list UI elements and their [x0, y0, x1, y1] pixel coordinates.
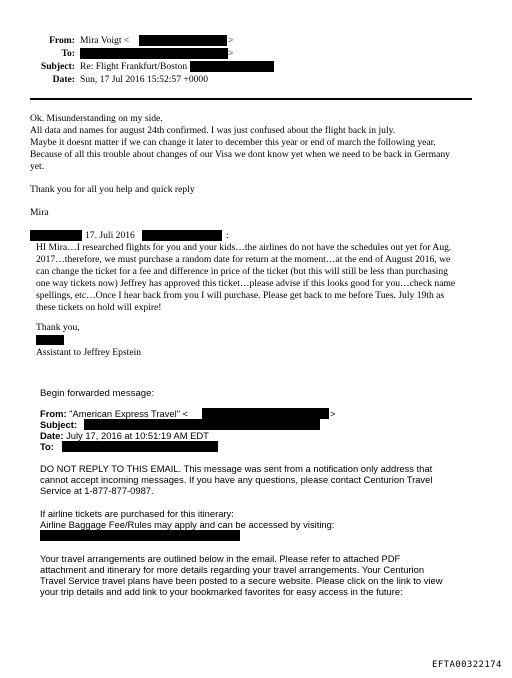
redaction-forward-from-email [202, 408, 329, 419]
from-label: From: [49, 35, 75, 46]
reply-signature: Mira [30, 207, 49, 218]
quote-line: HI Mira…I researched flights for you and your kids…the airlines do not have the schedules out yet for Aug. [36, 242, 452, 253]
quote-date: 17. Juli 2016 [85, 230, 135, 241]
subject-value: Re: Flight Frankfurt/Boston [80, 61, 188, 72]
redaction-quote-sender [30, 230, 82, 241]
redaction-to-email [80, 48, 228, 59]
header-divider [30, 98, 472, 100]
notice-line: cannot accept incoming messages. If you have any questions, please contact Centurion Travel [40, 474, 433, 485]
forward-from-line [40, 408, 188, 419]
forward-from-gt: > [330, 408, 336, 419]
forward-date-value: July 17, 2016 at 10:51:19 AM EDT [66, 430, 209, 441]
redaction-subject [190, 61, 274, 72]
reply-line: Because of all this trouble about changes of our Visa we dont know yet when we need to be back in Germany [30, 149, 450, 160]
quote-line: can change the ticket for a fee and difference in price of the ticket (but this will still be less than purchasing [36, 266, 448, 277]
forward-from-value: "American Express Travel" < [69, 408, 189, 419]
tickets-line: If airline tickets are purchased for this itinerary: [40, 508, 234, 519]
forward-subject-label: Subject: [40, 419, 77, 430]
quote-line: these tickets on hold will expire! [36, 302, 162, 313]
forward-to-label: To: [40, 441, 54, 452]
date-label: Date: [52, 74, 75, 85]
subject-label: Subject: [40, 61, 75, 72]
redaction-baggage-link [40, 530, 240, 541]
forward-from-label: From: [40, 408, 67, 419]
arrangements-line: your trip details and add link to your bookmarked favorites for easy access in the future: [40, 586, 403, 597]
quote-line: 2017…therefore, we must purchase a random date for return at the moment…at the end of August 2016, we [36, 254, 451, 265]
quote-thank-you: Thank you, [36, 322, 80, 333]
forward-intro: Begin forwarded message: [40, 388, 155, 399]
redaction-quote-email [142, 230, 222, 241]
forward-date-label: Date: [40, 430, 64, 441]
quote-assistant-title: Assistant to Jeffrey Epstein [36, 347, 142, 358]
arrangements-line: attachment and itinerary for more details regarding your travel arrangements. Your Centurion [40, 564, 425, 575]
to-gt: > [228, 48, 234, 59]
quote-line: one way tickets now) Jeffrey has approved this ticket…please advise if this looks good for you…check name [36, 278, 456, 289]
redaction-from-email [139, 35, 227, 46]
from-gt: > [228, 35, 234, 46]
reply-line: Ok. Misunderstanding on my side. [30, 113, 163, 124]
notice-line: DO NOT REPLY TO THIS EMAIL. This message was sent from a notification only address that [40, 463, 433, 474]
redaction-forward-to [62, 441, 218, 452]
from-value: Mira Voigt < [80, 35, 130, 46]
quote-colon: : [226, 230, 229, 241]
baggage-line: Airline Baggage Fee/Rules may apply and can be accessed by visiting: [40, 519, 335, 530]
quote-line: spellings, etc…Once I hear back from you I will purchase. Please get back to me before Tues. July 19th as [36, 290, 445, 301]
reply-line: Maybe it doesnt matter if we can change it later to december this year or end of march the following year. [30, 137, 436, 148]
to-label: To: [61, 48, 75, 59]
arrangements-line: Travel Service travel plans have been posted to a secure website. Please click on the link to view [40, 575, 443, 586]
reply-thanks: Thank you for all you help and quick reply [30, 184, 195, 195]
redaction-assistant-name [36, 335, 64, 345]
date-value: Sun, 17 Jul 2016 15:52:57 +0000 [80, 74, 209, 85]
reply-line: yet. [30, 161, 45, 172]
notice-line: Service at 1-877-877-0987. [40, 485, 154, 496]
document-id: EFTA00322174 [432, 660, 502, 670]
redaction-forward-subject [84, 419, 320, 430]
arrangements-line: Your travel arrangements are outlined below in the email. Please refer to attached PDF [40, 553, 401, 564]
forward-date-line [40, 430, 209, 441]
reply-line: All data and names for august 24th confirmed. I was just confused about the flight back in july. [30, 125, 396, 136]
